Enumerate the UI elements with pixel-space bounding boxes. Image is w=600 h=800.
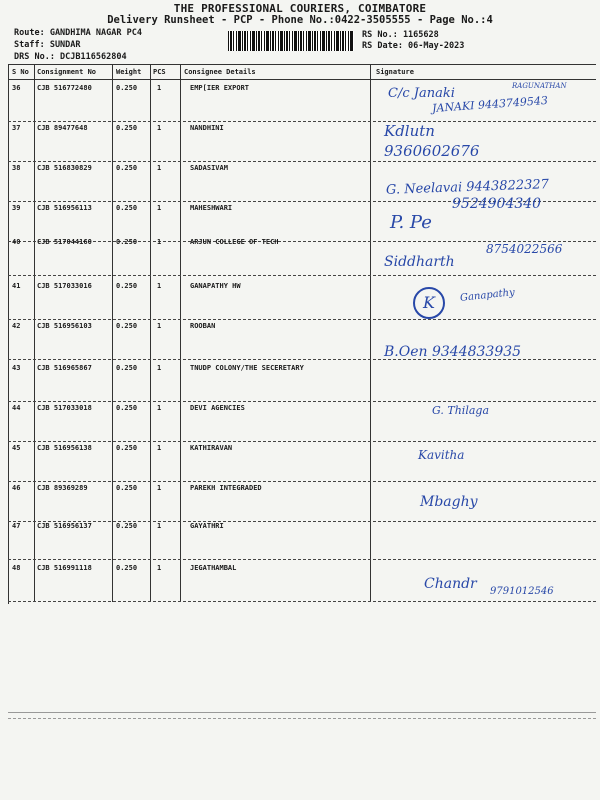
row-consignee: TNUDP COLONY/THE SECERETARY bbox=[190, 364, 304, 372]
row-consignment: CJB 516956138 bbox=[37, 444, 92, 452]
row-weight: 0.250 bbox=[116, 164, 138, 172]
row-consignee: DEVI AGENCIES bbox=[190, 404, 245, 412]
row-consignee: GAYATHRI bbox=[190, 522, 224, 530]
table-row bbox=[0, 520, 600, 560]
footer-rule bbox=[8, 712, 596, 713]
signature-36-note: RAGUNATHAN bbox=[512, 82, 567, 90]
row-consignment: CJB 516965867 bbox=[37, 364, 92, 372]
row-consignee: EMP[IER EXPORT bbox=[190, 84, 250, 92]
barcode bbox=[228, 31, 354, 51]
row-sno: 38 bbox=[12, 164, 21, 172]
row-weight: 0.250 bbox=[116, 404, 138, 412]
row-weight: 0.250 bbox=[116, 282, 138, 290]
row-sno: 43 bbox=[12, 364, 21, 372]
row-consignment: CJB 89477648 bbox=[37, 124, 88, 132]
row-sno: 40 bbox=[12, 238, 21, 246]
row-consignee: KATHIRAVAN bbox=[190, 444, 233, 452]
route-label: Route: GANDHIMA NAGAR PC4 bbox=[14, 28, 142, 38]
row-sno: 42 bbox=[12, 322, 21, 330]
signature-36-phone: JANAKI 9443749543 bbox=[431, 93, 549, 116]
signature-39-phone: 9524904340 bbox=[452, 196, 542, 212]
row-consignment: CJB 517033018 bbox=[37, 404, 92, 412]
row-sno: 41 bbox=[12, 282, 21, 290]
signature-41-mark: K bbox=[413, 287, 445, 319]
row-consignee: ROOBAN bbox=[190, 322, 216, 330]
rs-number: RS No.: 1165628 bbox=[362, 30, 439, 40]
row-sno: 47 bbox=[12, 522, 21, 530]
col-header-sno: S No bbox=[12, 68, 29, 76]
row-consignee: MAHESHWARI bbox=[190, 204, 233, 212]
table-row bbox=[0, 122, 600, 162]
signature-38: G. Neelavai 9443822327 bbox=[385, 177, 550, 198]
row-pcs: 1 bbox=[157, 322, 162, 330]
signature-48: Chandr bbox=[424, 576, 477, 592]
row-pcs: 1 bbox=[157, 124, 162, 132]
row-consignee: PAREKH INTEGRADED bbox=[190, 484, 262, 492]
row-sno: 36 bbox=[12, 84, 21, 92]
row-consignment: CJB 517033016 bbox=[37, 282, 92, 290]
row-sno: 44 bbox=[12, 404, 21, 412]
rs-date: RS Date: 06-May-2023 bbox=[362, 41, 465, 51]
row-pcs: 1 bbox=[157, 444, 162, 452]
row-weight: 0.250 bbox=[116, 204, 138, 212]
row-consignment: CJB 516956103 bbox=[37, 322, 92, 330]
row-weight: 0.250 bbox=[116, 484, 138, 492]
signature-43: B.Oen 9344833935 bbox=[384, 344, 522, 360]
signature-48-phone: 9791012546 bbox=[490, 586, 554, 597]
row-weight: 0.250 bbox=[116, 124, 138, 132]
row-weight: 0.250 bbox=[116, 364, 138, 372]
table-row bbox=[0, 402, 600, 442]
row-consignment: CJB 516991118 bbox=[37, 564, 92, 572]
col-header-pcs: PCS bbox=[153, 68, 166, 76]
row-consignment: CJB 517044160 bbox=[37, 238, 92, 246]
table-row bbox=[0, 482, 600, 522]
row-pcs: 1 bbox=[157, 364, 162, 372]
row-consignment: CJB 516772480 bbox=[37, 84, 92, 92]
document-subtitle: Delivery Runsheet - PCP - Phone No.:0422-3505555 - Page No.:4 bbox=[107, 14, 493, 26]
row-consignee: ARJUN COLLEGE OF TECH bbox=[190, 238, 279, 246]
signature-40: Siddharth bbox=[384, 254, 455, 270]
signature-41: Ganapathy bbox=[459, 287, 516, 304]
row-weight: 0.250 bbox=[116, 444, 138, 452]
row-pcs: 1 bbox=[157, 238, 162, 246]
row-pcs: 1 bbox=[157, 404, 162, 412]
table-top-rule bbox=[8, 64, 596, 65]
row-consignee: GANAPATHY HW bbox=[190, 282, 241, 290]
row-pcs: 1 bbox=[157, 164, 162, 172]
row-weight: 0.250 bbox=[116, 238, 138, 246]
row-pcs: 1 bbox=[157, 84, 162, 92]
row-weight: 0.250 bbox=[116, 564, 138, 572]
row-pcs: 1 bbox=[157, 282, 162, 290]
col-header-weight: Weight bbox=[116, 68, 142, 76]
row-consignee: SADASIVAM bbox=[190, 164, 228, 172]
row-consignee: JEGATHAMBAL bbox=[190, 564, 237, 572]
table-row bbox=[0, 362, 600, 402]
row-weight: 0.250 bbox=[116, 522, 138, 530]
row-sno: 48 bbox=[12, 564, 21, 572]
row-weight: 0.250 bbox=[116, 322, 138, 330]
row-pcs: 1 bbox=[157, 484, 162, 492]
drs-number: DRS No.: DCJB116562804 bbox=[14, 52, 127, 62]
signature-46: Mbaghy bbox=[420, 494, 478, 510]
row-sno: 39 bbox=[12, 204, 21, 212]
row-sno: 45 bbox=[12, 444, 21, 452]
table-row bbox=[0, 280, 600, 320]
signature-40-phone: 8754022566 bbox=[486, 242, 563, 256]
row-consignee: NANDHINI bbox=[190, 124, 224, 132]
row-pcs: 1 bbox=[157, 564, 162, 572]
signature-37-phone: 9360602676 bbox=[384, 142, 480, 160]
staff-label: Staff: SUNDAR bbox=[14, 40, 81, 50]
signature-45: Kavitha bbox=[418, 448, 465, 462]
row-consignment: CJB 516956113 bbox=[37, 204, 92, 212]
row-sno: 46 bbox=[12, 484, 21, 492]
signature-37: Kdlutn bbox=[384, 122, 435, 140]
row-pcs: 1 bbox=[157, 522, 162, 530]
signature-44: G. Thilaga bbox=[432, 404, 490, 417]
table-row bbox=[0, 442, 600, 482]
col-header-consignee: Consignee Details bbox=[184, 68, 256, 76]
signature-36: C/c Janaki bbox=[388, 86, 455, 101]
row-consignment: CJB 516956137 bbox=[37, 522, 92, 530]
footer-rule bbox=[8, 718, 596, 719]
row-consignment: CJB 516830829 bbox=[37, 164, 92, 172]
col-header-consignment: Consignment No bbox=[37, 68, 97, 76]
signature-39: P. Pe bbox=[390, 212, 432, 233]
row-separator bbox=[8, 601, 596, 602]
row-consignment: CJB 89369289 bbox=[37, 484, 88, 492]
row-sno: 37 bbox=[12, 124, 21, 132]
row-separator bbox=[8, 559, 596, 560]
table-header-rule bbox=[8, 79, 596, 80]
col-header-signature: Signature bbox=[376, 68, 414, 76]
row-pcs: 1 bbox=[157, 204, 162, 212]
row-separator bbox=[8, 275, 596, 276]
row-weight: 0.250 bbox=[116, 84, 138, 92]
document-title: THE PROFESSIONAL COURIERS, COIMBATORE bbox=[173, 2, 427, 15]
